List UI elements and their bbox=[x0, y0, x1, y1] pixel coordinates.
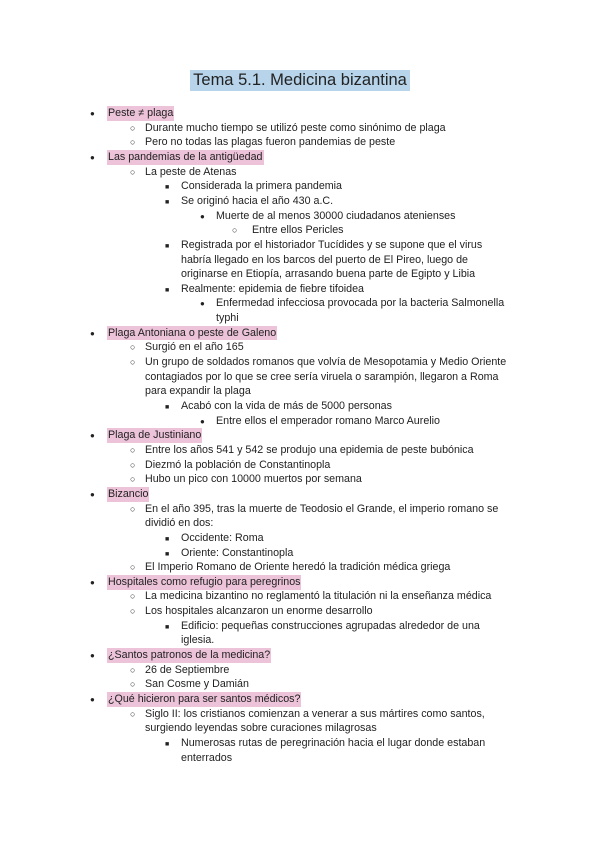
list-item: enterrados bbox=[181, 751, 233, 764]
list-item: 26 de Septiembre bbox=[145, 663, 230, 676]
section-heading: ¿Santos patronos de la medicina? bbox=[108, 649, 271, 662]
list-item: Considerada la primera pandemia bbox=[181, 180, 342, 193]
list-item: Durante mucho tiempo se utilizó peste como sinónimo de plaga bbox=[145, 121, 446, 134]
bullet-icon bbox=[130, 604, 135, 619]
list-item: Surgió en el año 165 bbox=[145, 341, 244, 354]
list-item: Entre ellos Pericles bbox=[252, 224, 344, 237]
list-item: Un grupo de soldados romanos que volvía de Mesopotamia y Medio Oriente bbox=[145, 356, 507, 369]
bullet-icon bbox=[90, 575, 95, 591]
bullet-icon bbox=[130, 502, 135, 517]
bullet-icon bbox=[232, 223, 237, 238]
bullet-icon bbox=[130, 458, 135, 473]
list-item: Pero no todas las plagas fueron pandemias de peste bbox=[145, 136, 396, 149]
bullet-icon bbox=[200, 414, 205, 430]
bullet-icon bbox=[90, 428, 95, 444]
bullet-icon bbox=[90, 106, 95, 122]
bullet-icon bbox=[90, 692, 95, 708]
section-heading: Plaga Antoniana o peste de Galeno bbox=[108, 326, 277, 339]
page-title: Tema 5.1. Medicina bizantina bbox=[190, 70, 410, 91]
list-item: originarse en Etiopía, arrasando buena parte de Egipto y Libia bbox=[181, 268, 476, 281]
list-item: Realmente: epidemia de fiebre tifoidea bbox=[181, 282, 364, 295]
bullet-icon bbox=[165, 399, 169, 416]
bullet-icon bbox=[130, 443, 135, 458]
list-item: surgiendo leyendas sobre curaciones milagrosas bbox=[145, 722, 377, 735]
bullet-icon bbox=[130, 165, 135, 180]
list-item: Occidente: Roma bbox=[181, 531, 264, 544]
section-heading: Peste ≠ plaga bbox=[108, 107, 174, 119]
bullet-icon bbox=[165, 238, 169, 255]
list-item: Numerosas rutas de peregrinación hacia el lugar donde estaban bbox=[181, 736, 486, 749]
section-heading: Hospitales como refugio para peregrinos bbox=[108, 575, 301, 588]
bullet-icon bbox=[90, 150, 95, 166]
bullet-icon bbox=[130, 707, 135, 722]
list-item: Registrada por el historiador Tucídides y se supone que el virus bbox=[181, 238, 483, 251]
list-item: Acabó con la vida de más de 5000 personas bbox=[181, 400, 392, 412]
list-item: iglesia. bbox=[181, 634, 215, 647]
list-item: Muerte de al menos 30000 ciudadanos atenienses bbox=[216, 209, 456, 222]
title-container bbox=[0, 70, 600, 91]
bullet-icon bbox=[130, 472, 135, 487]
list-item: San Cosme y Damián bbox=[145, 678, 249, 691]
bullet-icon bbox=[130, 663, 135, 678]
section-heading: Las pandemias de la antigüedad bbox=[108, 150, 263, 163]
section-heading: ¿Qué hicieron para ser santos médicos? bbox=[108, 693, 301, 705]
bullet-icon bbox=[130, 135, 135, 150]
list-item: Entre ellos el emperador romano Marco Aurelio bbox=[216, 414, 440, 427]
bullet-icon bbox=[130, 589, 135, 604]
bullet-icon bbox=[90, 648, 95, 664]
list-item: El Imperio Romano de Oriente heredó la tradición médica griega bbox=[145, 561, 451, 574]
section-heading: Bizancio bbox=[108, 487, 149, 500]
list-item: dividió en dos: bbox=[145, 517, 214, 530]
bullet-icon bbox=[130, 677, 135, 692]
list-item: typhi bbox=[216, 312, 239, 325]
list-item: La medicina bizantino no reglamentó la titulación ni la enseñanza médica bbox=[145, 590, 492, 603]
list-item: Los hospitales alcanzaron un enorme desarrollo bbox=[145, 605, 373, 618]
bullet-icon bbox=[200, 209, 205, 225]
list-item: habría llegado en los barcos del puerto de El Pireo, luego de bbox=[181, 253, 468, 266]
bullet-icon bbox=[165, 282, 169, 299]
list-item: contagiados por lo que se cree sería viruela o sarampión, llegaron a Roma bbox=[145, 370, 499, 383]
bullet-icon bbox=[90, 326, 95, 342]
list-item: Edificio: pequeñas construcciones agrupadas alrededor de una bbox=[181, 619, 480, 632]
bullet-icon bbox=[90, 487, 95, 503]
list-item: Oriente: Constantinopla bbox=[181, 546, 294, 559]
bullet-icon bbox=[165, 736, 169, 753]
list-item: Siglo II: los cristianos comienzan a venerar a sus mártires como santos, bbox=[145, 707, 485, 720]
list-item: Entre los años 541 y 542 se produjo una epidemia de peste bubónica bbox=[145, 443, 474, 456]
bullet-icon bbox=[165, 619, 169, 636]
list-item: para expandir la plaga bbox=[145, 385, 251, 398]
list-item: Hubo un pico con 10000 muertos por semana bbox=[145, 473, 362, 486]
list-item: Se originó hacia el año 430 a.C. bbox=[181, 194, 334, 207]
bullet-icon bbox=[200, 296, 205, 312]
bullet-icon bbox=[165, 194, 169, 211]
list-item: Diezmó la población de Constantinopla bbox=[145, 458, 331, 471]
bullet-icon bbox=[130, 355, 135, 370]
section-heading: Plaga de Justiniano bbox=[108, 429, 202, 442]
bullet-icon bbox=[130, 121, 135, 136]
bullet-icon bbox=[130, 340, 135, 355]
list-item: La peste de Atenas bbox=[145, 165, 237, 178]
list-item: Enfermedad infecciosa provocada por la bacteria Salmonella bbox=[216, 297, 505, 310]
bullet-icon bbox=[130, 560, 135, 575]
list-item: En el año 395, tras la muerte de Teodosio el Grande, el imperio romano se bbox=[145, 502, 499, 515]
